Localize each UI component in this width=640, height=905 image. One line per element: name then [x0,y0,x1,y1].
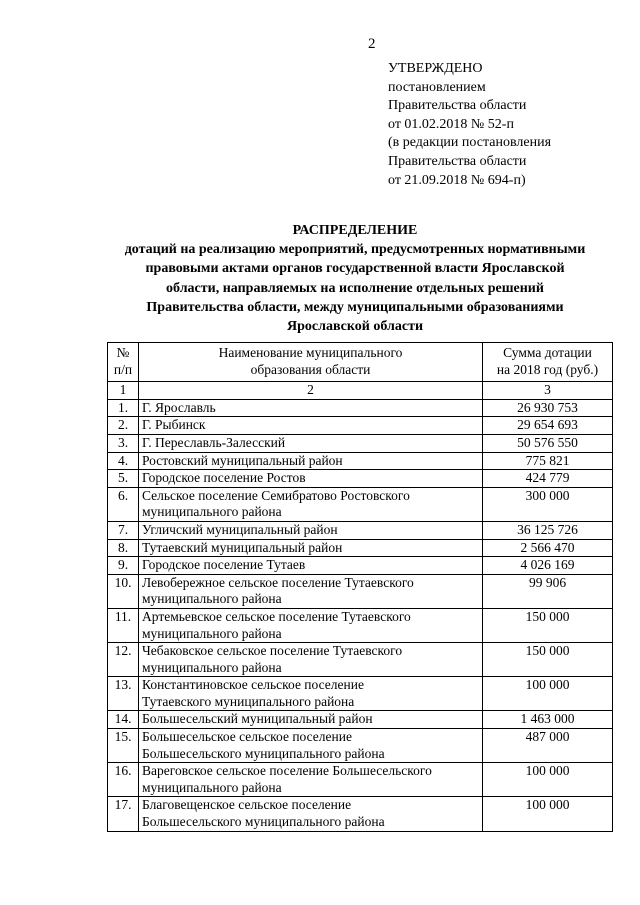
row-number: 1. [108,399,139,417]
municipality-name [139,574,483,608]
municipality-name [139,487,483,521]
municipality-name-line: Угличский муниципальный район [142,521,338,537]
table-row [108,574,613,608]
table-row [108,729,613,763]
municipality-name-line: Сельское поселение Семибратово Ростовского [142,487,410,503]
municipality-name [139,521,483,539]
municipality-name-line: Артемьевское сельское поселение Тутаевского [142,608,411,624]
subsidy-amount: 100 000 [483,763,613,797]
column-index: 2 [139,382,483,400]
municipality-name-line: муниципального района [142,591,282,607]
municipality-name [139,711,483,729]
column-index: 1 [108,382,139,400]
row-number: 5. [108,470,139,488]
row-number: 8. [108,539,139,557]
approval-line: Правительства области [388,153,527,169]
municipality-name-line: Городское поселение Ростов [142,470,306,486]
table-row [108,417,613,435]
subsidy-amount: 4 026 169 [483,557,613,575]
municipality-name [139,452,483,470]
table-row [108,539,613,557]
column-header-amount: Сумма дотации на 2018 год (руб.) [483,343,613,382]
municipality-name-line: Левобережное сельское поселение Тутаевского [142,574,414,590]
title-heading: РАСПРЕДЕЛЕНИЕ [292,223,418,238]
municipality-name-line: Чебаковское сельское поселение Тутаевского [142,643,403,659]
table-header-row [108,343,613,382]
table-row [108,643,613,677]
municipality-name-line: Тутаевского муниципального района [142,693,355,709]
table-row [108,399,613,417]
table-row [108,470,613,488]
page-number: 2 [368,36,376,52]
subsidy-amount: 150 000 [483,643,613,677]
row-number: 10. [108,574,139,608]
document-title [100,221,610,336]
municipality-name [139,729,483,763]
subsidy-amount: 775 821 [483,452,613,470]
municipality-name-line: Большесельское сельское поселение [142,729,352,745]
approval-line: УТВЕРЖДЕНО [388,61,483,76]
row-number: 16. [108,763,139,797]
municipality-name-line: Благовещенское сельское поселение [142,797,352,813]
municipality-name-line: муниципального района [142,659,282,675]
approval-line: Правительства области [388,98,527,114]
table-row [108,608,613,642]
municipality-name-line: Городское поселение Тутаев [142,557,306,573]
municipality-name [139,399,483,417]
municipality-name [139,677,483,711]
table-row [108,677,613,711]
row-number: 3. [108,434,139,452]
table-row [108,711,613,729]
municipality-name-line: муниципального района [142,504,282,520]
municipality-name-line: Ростовский муниципальный район [142,452,343,468]
row-number: 7. [108,521,139,539]
table-row [108,452,613,470]
municipality-name [139,417,483,435]
subsidy-amount: 29 654 693 [483,417,613,435]
municipality-name-line: Вареговское сельское поселение Большесельского [142,763,432,779]
row-number: 9. [108,557,139,575]
municipality-name-line: муниципального района [142,779,282,795]
municipality-name [139,434,483,452]
title-line: области, направляемых на исполнение отдельных решений [166,280,544,296]
approval-line: от 21.09.2018 № 694-п) [388,172,526,188]
approval-line: постановлением [388,79,486,95]
subsidy-amount: 2 566 470 [483,539,613,557]
table-row [108,434,613,452]
subsidy-amount: 424 779 [483,470,613,488]
row-number: 4. [108,452,139,470]
municipality-name-line: Большесельского муниципального района [142,745,385,761]
municipality-name [139,797,483,831]
title-line: Правительства области, между муниципальными образованиями [146,299,564,315]
row-number: 15. [108,729,139,763]
municipality-name [139,608,483,642]
subsidy-amount: 300 000 [483,487,613,521]
municipality-name [139,643,483,677]
subsidy-amount: 100 000 [483,797,613,831]
row-number: 14. [108,711,139,729]
column-index: 3 [483,382,613,400]
municipality-name-line: Большесельского муниципального района [142,814,385,830]
distribution-table [107,342,613,832]
subsidy-amount: 50 576 550 [483,434,613,452]
column-index-row [108,382,613,400]
municipality-name-line: Г. Ярославль [142,399,216,415]
column-header-number: № п/п [108,343,139,382]
table-row [108,487,613,521]
municipality-name-line: Тутаевский муниципальный район [142,539,343,555]
row-number: 13. [108,677,139,711]
municipality-name-line: Константиновское сельское поселение [142,677,364,693]
table-row [108,763,613,797]
municipality-name [139,470,483,488]
row-number: 6. [108,487,139,521]
municipality-name [139,539,483,557]
title-line: правовыми актами органов государственной власти Ярославской [145,261,565,277]
column-header-name: Наименование муниципального образования области [139,343,483,382]
subsidy-amount: 36 125 726 [483,521,613,539]
municipality-name-line: Г. Рыбинск [142,417,206,433]
row-number: 2. [108,417,139,435]
table-row [108,557,613,575]
row-number: 12. [108,643,139,677]
municipality-name-line: Большесельский муниципальный район [142,711,373,727]
municipality-name-line: Г. Переславль-Залесский [142,434,286,450]
approval-stamp [388,60,551,190]
table-row [108,521,613,539]
municipality-name [139,763,483,797]
subsidy-amount: 1 463 000 [483,711,613,729]
subsidy-amount: 487 000 [483,729,613,763]
row-number: 11. [108,608,139,642]
municipality-name-line: муниципального района [142,625,282,641]
subsidy-amount: 100 000 [483,677,613,711]
subsidy-amount: 26 930 753 [483,399,613,417]
approval-line: от 01.02.2018 № 52-п [388,116,514,132]
row-number: 17. [108,797,139,831]
title-line: дотаций на реализацию мероприятий, предусмотренных нормативными [124,242,586,258]
table-row [108,797,613,831]
title-line: Ярославской области [286,319,424,335]
subsidy-amount: 99 906 [483,574,613,608]
subsidy-amount: 150 000 [483,608,613,642]
municipality-name [139,557,483,575]
approval-line: (в редакции постановления [388,135,552,151]
